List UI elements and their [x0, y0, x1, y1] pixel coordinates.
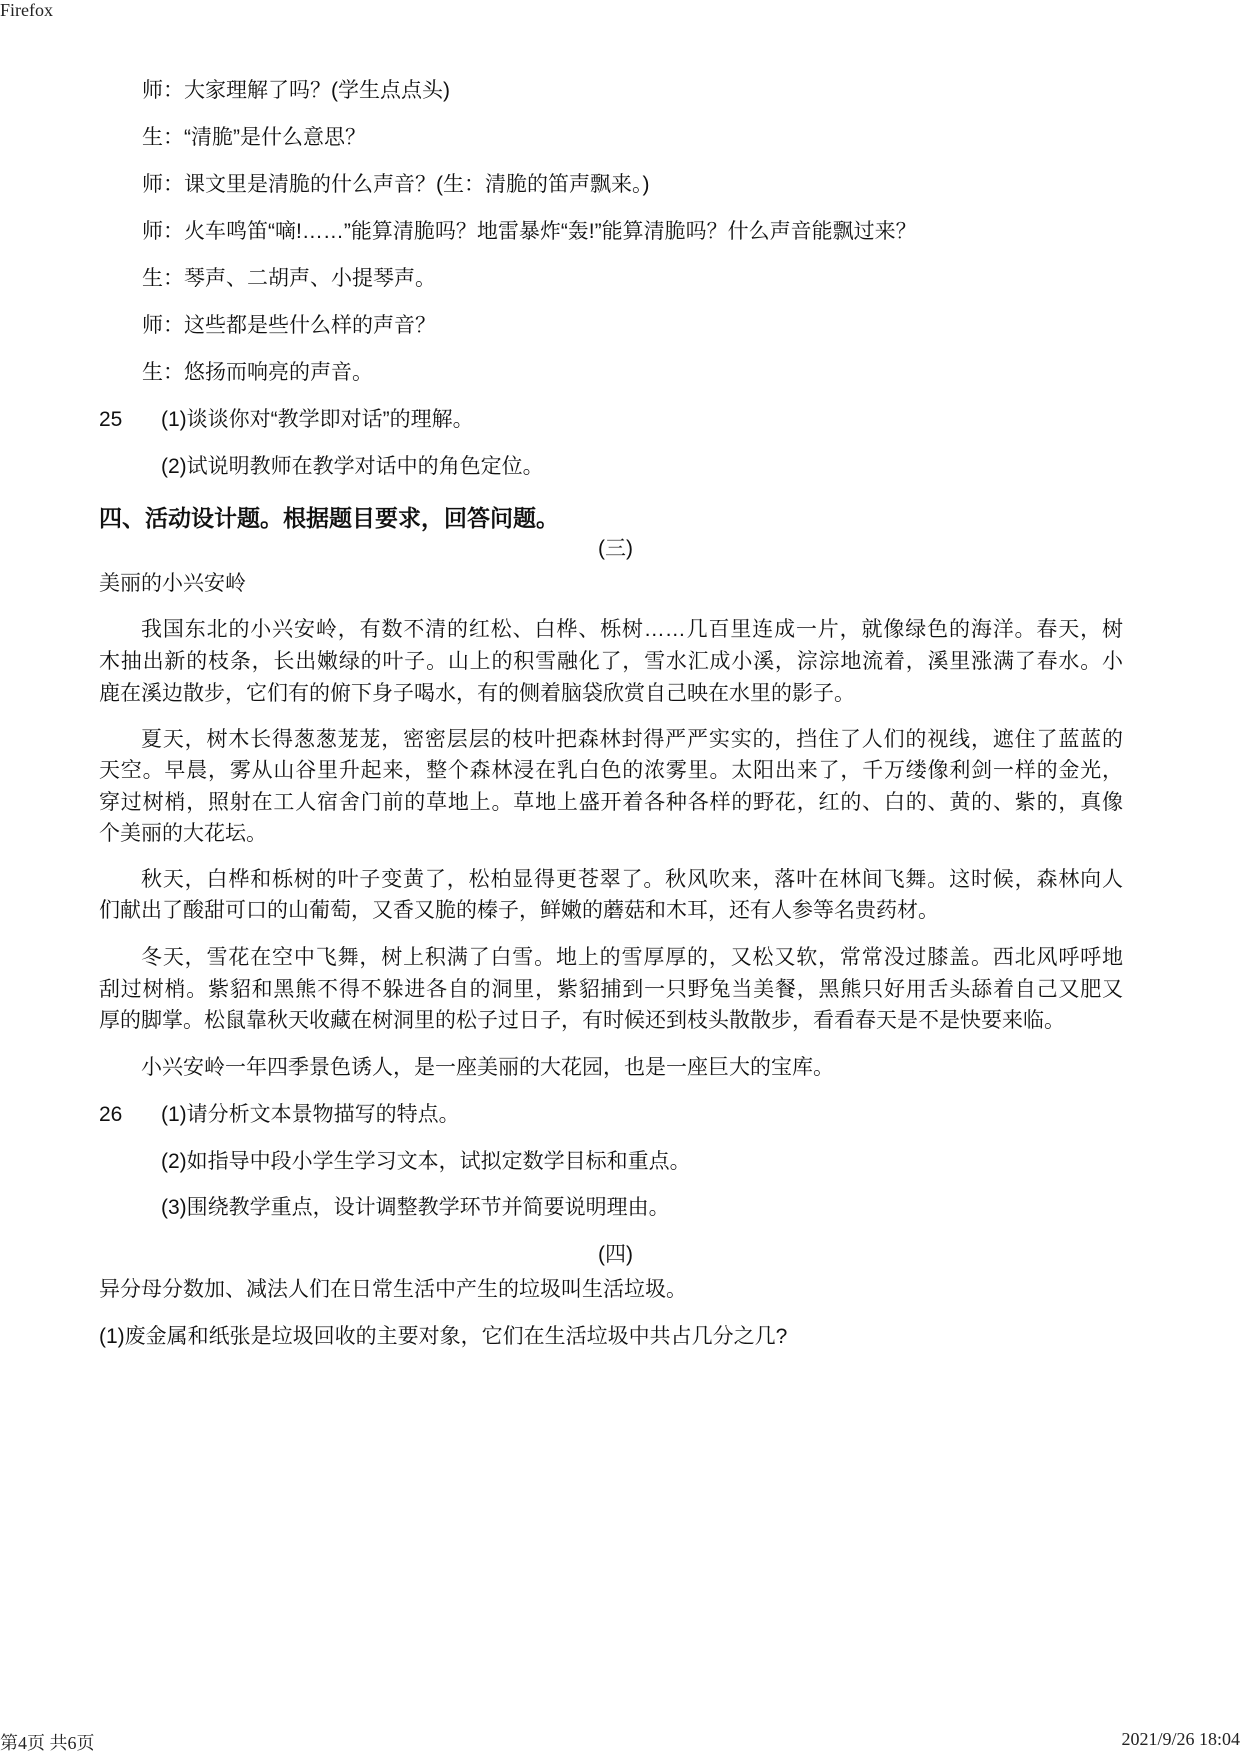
passage-line: 木抽出新的枝条，长出嫩绿的叶子。山上的积雪融化了，雪水汇成小溪，淙淙地流着，溪里涨满了春水。小 [99, 650, 1123, 673]
part-label: (三) [598, 537, 633, 560]
passage-line: 鹿在溪边散步，它们有的俯下身子喝水，有的侧着脑袋欣赏自己映在水里的影子。 [99, 682, 855, 705]
dialogue-line: 师：大家理解了吗？(学生点点头) [142, 79, 450, 102]
section-heading: 四、活动设计题。根据题目要求，回答问题。 [99, 505, 559, 531]
passage-line: 小兴安岭一年四季景色诱人，是一座美丽的大花园，也是一座巨大的宝库。 [141, 1056, 834, 1079]
passage-title: 美丽的小兴安岭 [99, 572, 246, 595]
question-item: (3)围绕教学重点，设计调整教学环节并简要说明理由。 [161, 1196, 670, 1219]
passage-line: 我国东北的小兴安岭，有数不清的红松、白桦、栎树……几百里连成一片，就像绿色的海洋。春天，树 [141, 618, 1123, 641]
passage-line: 天空。早晨，雾从山谷里升起来，整个森林浸在乳白色的浓雾里。太阳出来了，千万缕像利剑一样的金光， [99, 759, 1123, 782]
browser-title: Firefox [0, 0, 53, 20]
question-item: (1)谈谈你对“教学即对话”的理解。 [161, 408, 474, 431]
passage-line: 厚的脚掌。松鼠靠秋天收藏在树洞里的松子过日子，有时候还到枝头散散步，看看春天是不是快要来临。 [99, 1009, 1065, 1032]
passage-line: 秋天，白桦和栎树的叶子变黄了，松柏显得更苍翠了。秋风吹来，落叶在林间飞舞。这时候，森林向人 [141, 868, 1123, 891]
passage-line: 个美丽的大花坛。 [99, 822, 267, 845]
passage-line: 穿过树梢，照射在工人宿舍门前的草地上。草地上盛开着各种各样的野花，红的、白的、黄的、紫的，真像 [99, 791, 1123, 814]
question-item: (2)试说明教师在教学对话中的角色定位。 [161, 455, 544, 478]
dialogue-line: 生：悠扬而响亮的声音。 [142, 361, 373, 384]
dialogue-line: 生：“清脆”是什么意思？ [142, 126, 366, 149]
question-item: (1)请分析文本景物描写的特点。 [161, 1103, 460, 1126]
dialogue-line: 生：琴声、二胡声、小提琴声。 [142, 267, 436, 290]
page-number: 第4页 共6页 [0, 1733, 95, 1753]
dialogue-line: 师：这些都是些什么样的声音？ [142, 314, 436, 337]
dialogue-line: 师：火车鸣笛“嘀!……”能算清脆吗？地雷暴炸“轰!”能算清脆吗？什么声音能飘过来？ [142, 220, 917, 243]
dialogue-line: 师：课文里是清脆的什么声音？(生：清脆的笛声飘来。) [142, 173, 650, 196]
passage-line: 冬天，雪花在空中飞舞，树上积满了白雪。地上的雪厚厚的，又松又软，常常没过膝盖。西北风呼呼地 [141, 946, 1123, 969]
passage-line: 夏天，树木长得葱葱茏茏，密密层层的枝叶把森林封得严严实实的，挡住了人们的视线，遮住了蓝蓝的 [141, 728, 1123, 751]
part4-intro: 异分母分数加、减法人们在日常生活中产生的垃圾叫生活垃圾。 [99, 1278, 687, 1301]
question-number: 26 [99, 1103, 123, 1126]
question-item: (2)如指导中段小学生学习文本，试拟定数学目标和重点。 [161, 1150, 691, 1173]
passage-line: 们献出了酸甜可口的山葡萄，又香又脆的榛子，鲜嫩的蘑菇和木耳，还有人参等名贵药材。 [99, 899, 939, 922]
print-datetime: 2021/9/26 18:04 [1121, 1729, 1240, 1749]
passage-line: 刮过树梢。紫貂和黑熊不得不躲进各自的洞里，紫貂捕到一只野兔当美餐，黑熊只好用舌头舔着自己又肥又 [99, 978, 1123, 1001]
question-number: 25 [99, 408, 123, 431]
part-label: (四) [598, 1243, 633, 1266]
part4-question: (1)废金属和纸张是垃圾回收的主要对象，它们在生活垃圾中共占几分之几? [99, 1325, 788, 1348]
